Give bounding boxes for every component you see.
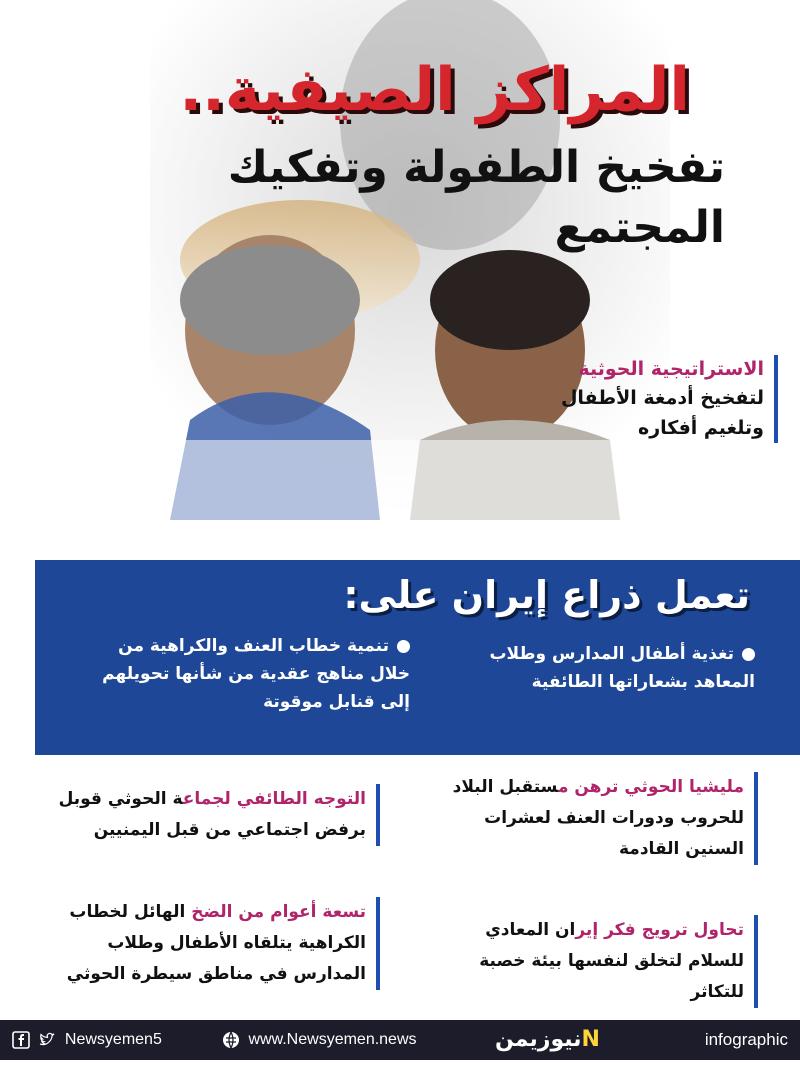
card-highlight: تحاول ترويج فكر إير <box>575 920 744 940</box>
card-sectarian <box>50 784 380 846</box>
band-item-2 <box>80 632 410 716</box>
card-text: ستقبل البلاد للحروب ودورات العنف لعشرات السنين القادمة <box>452 777 744 859</box>
card-highlight: التوجه الطائفي لجماع <box>182 789 366 809</box>
bullet-icon <box>397 640 410 653</box>
facebook-icon[interactable] <box>12 1031 30 1049</box>
card-highlight: مليشيا الحوثي ترهن م <box>557 777 744 797</box>
page-title: المراكز الصيفية.. <box>179 55 690 125</box>
infographic-label: infographic <box>704 1030 788 1049</box>
handle-text: Newsyemen5 <box>64 1031 162 1048</box>
page-subtitle: تفخيخ الطفولة وتفكيك المجتمع <box>227 142 725 253</box>
twitter-icon[interactable] <box>38 1031 56 1049</box>
card-iran-thought <box>458 915 758 1008</box>
website-text: www.Newsyemen.news <box>248 1031 417 1048</box>
card-text: الهائل لخطاب الكراهية يتلقاه الأطفال وطلاب المدارس في مناطق سيطرة الحوثي <box>66 902 366 984</box>
card-text: ة الحوثي قوبل برفض اجتماعي من قبل اليمنيين <box>58 789 366 840</box>
band-item-1 <box>455 640 755 696</box>
strategy-highlight: الاستراتيجية الحوثية <box>578 358 764 380</box>
card-nine-years <box>50 897 380 990</box>
card-militia <box>438 772 758 865</box>
strategy-line-1: لتفخيخ أدمغة الأطفال <box>560 387 764 409</box>
brand-logo <box>495 1026 600 1054</box>
brand-prefix: N <box>581 1027 600 1052</box>
strategy-line-2: وتلغيم أفكاره <box>638 417 764 439</box>
card-text: ان المعادي للسلام لتخلق لنفسها بيئة خصبة للتكاثر <box>479 920 744 1002</box>
band-item-2-text: تنمية خطاب العنف والكراهية من خلال مناهج عقدية من شأنها تحويلهم إلى قنابل موقوتة <box>102 636 410 712</box>
brand-text: نيوزيمن <box>495 1027 582 1052</box>
band-title: تعمل ذراع إيران على: <box>343 573 750 617</box>
band-item-1-text: تغذية أطفال المدارس وطلاب المعاهد بشعاراتها الطائفية <box>489 644 755 692</box>
footer-bar <box>0 1020 800 1060</box>
strategy-callout <box>558 355 778 443</box>
social-handle[interactable] <box>12 1030 162 1050</box>
website-link[interactable] <box>222 1030 417 1050</box>
globe-icon <box>222 1031 240 1049</box>
bullet-icon <box>742 648 755 661</box>
card-highlight: تسعة أعوام من الضخ <box>191 902 366 922</box>
